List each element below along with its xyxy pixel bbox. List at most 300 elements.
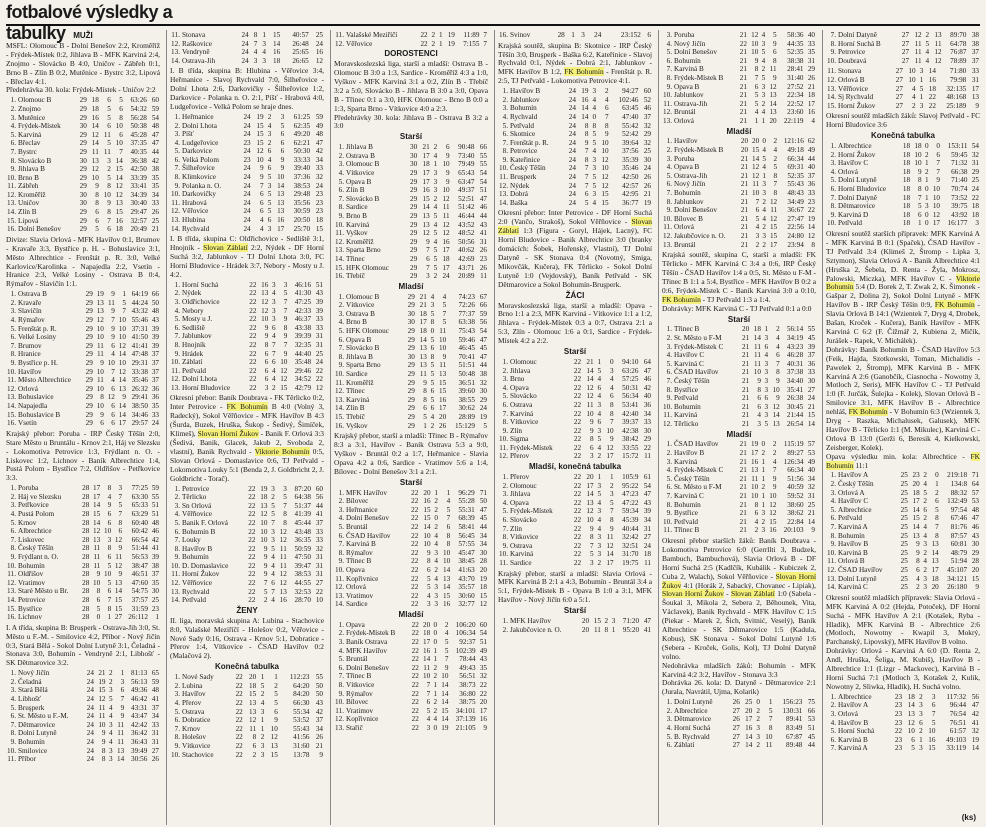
table-row (334, 647, 488, 656)
table-row (826, 514, 980, 523)
stat-cell: 71:20 (622, 617, 640, 626)
stat-cell: 24 (643, 541, 651, 550)
stat-cell: 6 (764, 394, 769, 403)
stat-cell: 8 (107, 208, 111, 217)
rank-cell: 3. (666, 342, 672, 351)
stat-cell: 33 (151, 199, 159, 208)
stat-cell: 25 (900, 583, 908, 592)
stat-cell: 36:43 (130, 738, 148, 746)
rank-cell: 10. (171, 561, 180, 570)
stat-cell: 29 (85, 402, 93, 410)
stat-cell: 76:87 (950, 48, 967, 57)
team-cell: Lubina (182, 681, 203, 690)
stat-cell: 2 (756, 706, 760, 715)
stat-cell: 17 (769, 240, 778, 249)
stat-cell: 13 (115, 199, 123, 208)
stat-cell: 3 (756, 724, 760, 733)
stat-cell: 31:40 (787, 73, 804, 82)
stat-cell: 5 (108, 695, 113, 704)
team-cell: Ostrava (510, 541, 533, 550)
stat-cell: 22 (573, 452, 582, 461)
stat-cell: 44 (315, 501, 323, 510)
stat-cell: 1 (761, 500, 766, 509)
rank-cell: 1. (10, 96, 16, 105)
team-cell: Petřvald (674, 394, 698, 403)
stat-cell: 22 (573, 515, 582, 524)
stat-cell: 15 (971, 574, 979, 583)
stat-cell: 13 (419, 361, 427, 370)
stat-cell: 18 (914, 142, 922, 151)
stat-cell: 59 (151, 104, 159, 113)
stat-cell: 25 (900, 540, 908, 549)
stat-cell: 9 (610, 435, 614, 444)
stat-cell: 27 (732, 732, 740, 741)
stat-cell: 14 (606, 550, 614, 559)
rank-cell: 16. (335, 272, 344, 281)
rank-cell: 12. (827, 566, 836, 574)
stat-cell: 24 (86, 677, 94, 686)
team-cell: Sigma (510, 435, 529, 444)
rank-cell: 7. (666, 492, 672, 500)
stat-cell: 25 (900, 488, 908, 497)
stat-cell: 15 (280, 383, 288, 392)
table-row (170, 553, 324, 562)
stat-cell: 22 (411, 715, 419, 724)
stat-cell: 20 (912, 480, 920, 489)
table-row (662, 189, 816, 198)
rank-cell: 4. (830, 718, 836, 727)
rank-cell: 5. (338, 327, 344, 336)
table-row (498, 87, 652, 96)
rank-cell: 7. (502, 409, 508, 418)
stat-cell: 29 (410, 186, 418, 195)
stat-cell: 22 (411, 706, 419, 715)
stat-cell: 8 (604, 121, 609, 130)
stat-cell: 17 (932, 219, 940, 228)
stat-cell: 10 (103, 570, 112, 579)
stat-cell: 12 (270, 733, 278, 742)
rank-cell: 7. (502, 138, 508, 147)
results-paragraph: Krajská soutěž, skupina B: Skotnice - IRP Český Těšín 3:0, Bruşperk - Baška 6:2, Kateřinice - Slavoj Rychvald 0:1, Nýdek - Dobrá 2:1, Jablunkov - MFK Havířov B 1:2, FK Bohumín - Frenštát p. R. 2:5, TJ Petřvald - Lokomotiva Petrovice 4:1. (498, 40, 652, 86)
rank-cell: 9. (830, 210, 836, 219)
stat-cell: 47 (479, 194, 487, 203)
standings-table (662, 698, 816, 750)
stat-cell: 22 (739, 39, 747, 48)
rank-cell: 5. (174, 518, 180, 527)
stat-cell: 6 (96, 595, 101, 604)
stat-cell: 12 (752, 171, 760, 180)
table-row (662, 458, 816, 467)
stat-cell: 32 (643, 138, 651, 147)
stat-cell: 27:47 (787, 214, 804, 223)
stat-cell: 21 (739, 449, 747, 458)
stat-cell: 40:62 (458, 246, 475, 255)
stat-cell: 3 (764, 334, 769, 342)
stat-cell: 44 (479, 522, 487, 531)
stat-cell: 59 (315, 112, 323, 121)
team-cell: St. Město u F.-M. (18, 712, 69, 721)
stat-cell: 56:13 (130, 677, 148, 686)
stat-cell: 9 (280, 164, 285, 173)
stat-cell: 27 (895, 101, 903, 110)
stat-cell: 38:73 (459, 680, 476, 689)
stat-cell: 32 (315, 544, 323, 553)
stat-cell: 10 (751, 39, 759, 48)
stat-cell: 12 (932, 210, 940, 219)
team-cell: Orlová B (838, 557, 865, 566)
stat-cell: 21 (739, 56, 747, 65)
stat-cell: 11 (644, 558, 651, 567)
table-row (334, 336, 488, 345)
stat-cell: 3 (430, 301, 435, 310)
standings-table (662, 440, 816, 535)
stat-cell: 5 (755, 214, 760, 223)
team-cell: Opava (346, 620, 365, 629)
stat-cell: 3 (757, 419, 761, 428)
stat-cell: 8 (584, 155, 589, 164)
stat-cell: 3 (919, 701, 923, 710)
stat-cell: 3 (426, 600, 431, 609)
stat-cell: 7 (773, 180, 778, 189)
stat-cell: 9 (426, 548, 431, 557)
team-cell: Havířov C (674, 351, 705, 360)
stat-cell: 50:31 (622, 383, 639, 392)
stat-cell: 12 (934, 48, 942, 57)
team-cell: Zábřeh (18, 182, 39, 191)
stat-cell: 21 (739, 457, 747, 466)
stat-cell: 11 (442, 212, 450, 220)
rank-cell: 6. (10, 139, 16, 148)
table-row (170, 536, 324, 545)
stat-cell: 22 (573, 541, 582, 550)
stat-cell: 29 (807, 65, 815, 74)
team-cell: Oldřišov (18, 570, 44, 579)
stat-cell: 8 (253, 31, 258, 39)
table-row (498, 122, 652, 131)
rank-cell: 12. (335, 387, 344, 396)
team-cell: Uničov (18, 199, 40, 208)
team-cell: Přerov (182, 698, 202, 707)
stat-cell: 55 (151, 492, 159, 501)
stat-cell: 36 (151, 384, 159, 393)
stat-cell: 2 (431, 31, 436, 39)
stat-cell: 5 (442, 301, 447, 310)
rank-cell: 3. (174, 501, 180, 510)
stat-cell: 11 (115, 552, 123, 561)
stat-cell: 30:40 (130, 199, 147, 208)
stat-cell: 17 (807, 99, 815, 108)
stat-cell: 39 (151, 324, 159, 333)
table-row (6, 131, 160, 140)
stat-cell: 5 (107, 139, 111, 148)
rank-cell: 5. (502, 507, 508, 516)
stat-cell: 9 (936, 176, 940, 185)
stat-cell: 3 (764, 385, 769, 394)
table-row (662, 518, 816, 527)
section-heading: Starší (399, 477, 423, 487)
rank-cell: 6. (338, 335, 344, 344)
stat-cell: 12 (769, 82, 777, 91)
stat-cell: 22 (411, 638, 419, 646)
stat-cell: 8 (592, 121, 597, 130)
stat-cell: 34 (643, 515, 651, 524)
rank-cell: 10. (7, 746, 16, 755)
stat-cell: 28:89 (458, 412, 475, 421)
stat-cell: 73:40 (458, 151, 475, 160)
stat-cell: 2 (107, 165, 111, 174)
stat-cell: 10 (932, 202, 940, 211)
stat-cell: 42:42 (130, 720, 148, 729)
stat-cell: 16 (277, 216, 285, 225)
stat-cell: 12 (279, 579, 287, 588)
stat-cell: 48:79 (950, 548, 968, 557)
stat-cell: 78:89 (950, 56, 967, 65)
table-row (6, 669, 160, 678)
stat-cell: 89:48 (786, 741, 803, 750)
stat-cell: 32 (971, 150, 979, 159)
stat-cell: 13 (586, 498, 594, 507)
stat-cell: 28 (82, 501, 90, 510)
stat-cell: 44 (479, 361, 487, 370)
stat-cell: 22 (315, 587, 323, 596)
team-cell: Orlová (674, 116, 694, 125)
stat-cell: 3 (589, 452, 594, 461)
rank-cell: 5. (10, 130, 16, 139)
stat-cell: 28 (82, 492, 90, 501)
stat-cell: 17 (442, 263, 450, 272)
table-row (170, 579, 324, 588)
stat-cell: 0 (434, 514, 438, 523)
team-cell: Ostrava (510, 400, 533, 409)
stat-cell: 10 (93, 578, 101, 587)
stat-cell: 14 (441, 715, 449, 724)
stat-cell: 2 (604, 617, 609, 626)
stat-cell: 12 (601, 155, 609, 164)
table-row (826, 506, 980, 515)
stat-cell: 48 (151, 518, 159, 527)
stat-cell: 22 (235, 733, 243, 742)
stat-cell: 4 (773, 146, 778, 155)
stat-cell: 25 (315, 31, 323, 39)
stat-cell: 22 (411, 680, 419, 689)
stat-cell: 2 (597, 452, 602, 461)
stat-cell: 11 (249, 724, 257, 733)
rank-cell: 7. (338, 672, 344, 681)
stat-cell: 63:29 (131, 510, 148, 518)
stat-cell: 18 (912, 488, 920, 497)
stat-cell: 8 (426, 557, 431, 566)
stat-cell: 55:43 (787, 180, 804, 189)
stat-cell: 7 (610, 507, 614, 516)
stat-cell: 6 (259, 190, 264, 199)
rank-cell: 6. (174, 155, 180, 164)
team-cell: St. Město u F-M (674, 334, 722, 342)
stat-cell: 4 (762, 206, 766, 215)
rank-cell: 6. (666, 180, 672, 189)
stat-cell: 19 (447, 39, 455, 48)
stat-cell: 15 (443, 591, 451, 600)
stat-cell: 2 (433, 143, 438, 152)
team-cell: Třinec B (674, 526, 700, 535)
team-cell: Polanka n. O. (182, 181, 222, 190)
stat-cell: 9 (263, 561, 268, 570)
table-row (6, 510, 160, 519)
stat-cell: 22 (971, 193, 979, 202)
stat-cell: 22:52 (787, 99, 804, 108)
stat-cell: 45 (807, 334, 815, 342)
team-cell: Havířov B (838, 718, 869, 727)
stat-cell: 4 (111, 350, 115, 359)
stat-cell: 23 (151, 604, 159, 613)
rank-cell: 10. (827, 56, 836, 65)
standings-table (826, 67, 980, 110)
team-cell: Frýdek-Místek B (674, 146, 724, 155)
stat-cell: 25 (900, 566, 908, 574)
table-row (170, 122, 324, 131)
stat-cell: 3 (433, 169, 438, 178)
stat-cell: 22 (411, 698, 419, 707)
stat-cell: 4 (271, 375, 276, 384)
table-row (826, 693, 980, 702)
stat-cell: 37:57 (131, 595, 148, 604)
stat-cell: 23:60 (787, 108, 804, 117)
table-row (334, 557, 488, 566)
rank-cell: 4. (10, 316, 16, 325)
stat-cell: 23 (894, 701, 903, 710)
stat-cell: 14 (807, 517, 815, 526)
stat-cell: 22:84 (787, 517, 804, 526)
results-paragraph: Okresní přebor: Baník Doubrava - FK Těrlicko 0:2, Inter Petrovice - FK Bohumín B 4:0 (Volný 3, Radecký), Sokol Věřňovice - MFK Havířov B 4:3 (Šurda, Buzek, Hruška, Šukop - Šedivý, Šimíček, Klimeš), Slovan Horní Žukov - Banik F. Orlová 3:3 (Šedivá, Banik, Glacek, Jakub 2, Svoboda 2, vlastní), Banik Rychvald - Viktorie Bohumín 0:5, Slovan Orlová - Domaslavice 0:6, TJ Petřvald - Lokomotiva Louky 5:1 (Benda 2, J. Goldbricht 2, J. Goldbricht - Torač). (170, 393, 324, 483)
stat-cell: 62:35 (293, 121, 311, 130)
stat-cell: 4 (925, 48, 930, 57)
stat-cell: 11 (439, 327, 447, 336)
stat-cell: 4 (271, 561, 275, 570)
stat-cell: 21 (740, 154, 749, 163)
team-cell: Vratimov (18, 578, 46, 587)
stat-cell: 51 (151, 510, 159, 518)
stat-cell: 22 (249, 315, 257, 324)
stat-cell: 12 (606, 541, 614, 550)
rank-cell: 16. (7, 419, 16, 428)
stat-cell: 5 (426, 583, 431, 592)
stat-cell: 29:41 (131, 393, 148, 402)
stat-cell: 13 (931, 557, 939, 566)
table-row (662, 100, 816, 109)
team-cell: Frýdek-Místek C (674, 342, 724, 351)
stat-cell: 6 (754, 82, 759, 91)
stat-cell: 16 (91, 113, 99, 122)
column-2 (166, 30, 324, 825)
team-cell: Český Těšín (838, 480, 874, 489)
stat-cell: 16 (581, 95, 589, 104)
stat-cell: 4 (271, 289, 276, 298)
stat-cell: 23:94 (787, 240, 804, 249)
stat-cell: 18 (907, 692, 915, 701)
stat-cell: 9 (442, 352, 447, 361)
stat-cell: 4 (762, 214, 766, 223)
stat-cell: 5 (430, 370, 435, 378)
team-cell: Vítkovice (182, 741, 211, 750)
stat-cell: 24 (243, 216, 251, 225)
stat-cell: 48:52 (458, 229, 475, 238)
stat-cell: 10 (438, 344, 447, 353)
stat-cell: 14 (807, 419, 815, 428)
team-cell: Slovácko B (346, 344, 380, 353)
team-cell: Karviná C (674, 359, 704, 368)
rank-cell: 13. (171, 216, 180, 225)
table-row (170, 596, 324, 605)
stat-cell: 3 (597, 533, 602, 542)
stat-cell: 5 (761, 73, 766, 82)
stat-cell: 7 (283, 501, 287, 510)
stat-cell: 12 (115, 182, 123, 191)
stat-cell: 3 (919, 744, 923, 753)
stat-cell: 11 (117, 729, 125, 738)
stat-cell: 46 (643, 375, 651, 384)
stat-cell: 3 (260, 707, 265, 716)
stat-cell: 79:49 (458, 160, 475, 169)
stat-cell: 2 (267, 112, 272, 121)
stat-cell: 2 (761, 449, 766, 458)
stat-cell: 16 (115, 216, 123, 225)
stat-cell: 14 (423, 522, 431, 531)
team-cell: Rýmařov (346, 548, 373, 557)
stat-cell: 20 (742, 325, 750, 334)
table-row (334, 379, 488, 388)
table-row (170, 682, 324, 691)
stat-cell: 33:55 (622, 443, 639, 452)
table-row (334, 506, 488, 515)
standings-table (826, 142, 980, 228)
stat-cell: 14 (928, 67, 936, 76)
stat-cell: 39:49 (130, 746, 148, 755)
stat-cell: 19:75 (622, 558, 639, 567)
stat-cell: 5 (446, 505, 451, 514)
table-row (498, 490, 652, 499)
stat-cell: 8 (446, 540, 451, 549)
rank-cell: 1. (666, 698, 672, 707)
stat-cell: 21 (740, 214, 749, 223)
rank-cell: 2. (830, 480, 836, 489)
table-row (6, 695, 160, 704)
stat-cell: 0 (96, 613, 101, 622)
rank-cell: 11. (335, 574, 344, 583)
standings-table (662, 137, 816, 249)
stat-cell: 12 (118, 367, 126, 376)
stat-cell: 6 (917, 210, 922, 219)
stat-cell: 2 (433, 706, 438, 715)
stat-cell: 14 (419, 335, 427, 344)
stat-cell: 15 (912, 514, 920, 523)
stat-cell: 14 (118, 410, 126, 419)
rank-cell: 12. (7, 384, 16, 393)
stat-cell: 66:34 (787, 154, 804, 163)
stat-cell: 22 (411, 557, 419, 566)
stat-cell: 49:20 (293, 130, 311, 139)
stat-cell: 7 (935, 523, 939, 532)
stat-cell: 6 (754, 509, 759, 518)
stat-cell: 41:50 (131, 333, 148, 342)
stat-cell: 9 (111, 324, 115, 333)
stat-cell: 10 (751, 48, 759, 57)
stat-cell: 29 (85, 324, 93, 333)
stat-cell: 64:20 (293, 681, 310, 690)
team-cell: Sj Rychvald (838, 93, 874, 102)
stat-cell: 36 (807, 180, 815, 189)
stat-cell: 14 (273, 39, 281, 48)
rank-cell: 1. (338, 488, 344, 497)
rank-cell: 6. (830, 514, 836, 523)
